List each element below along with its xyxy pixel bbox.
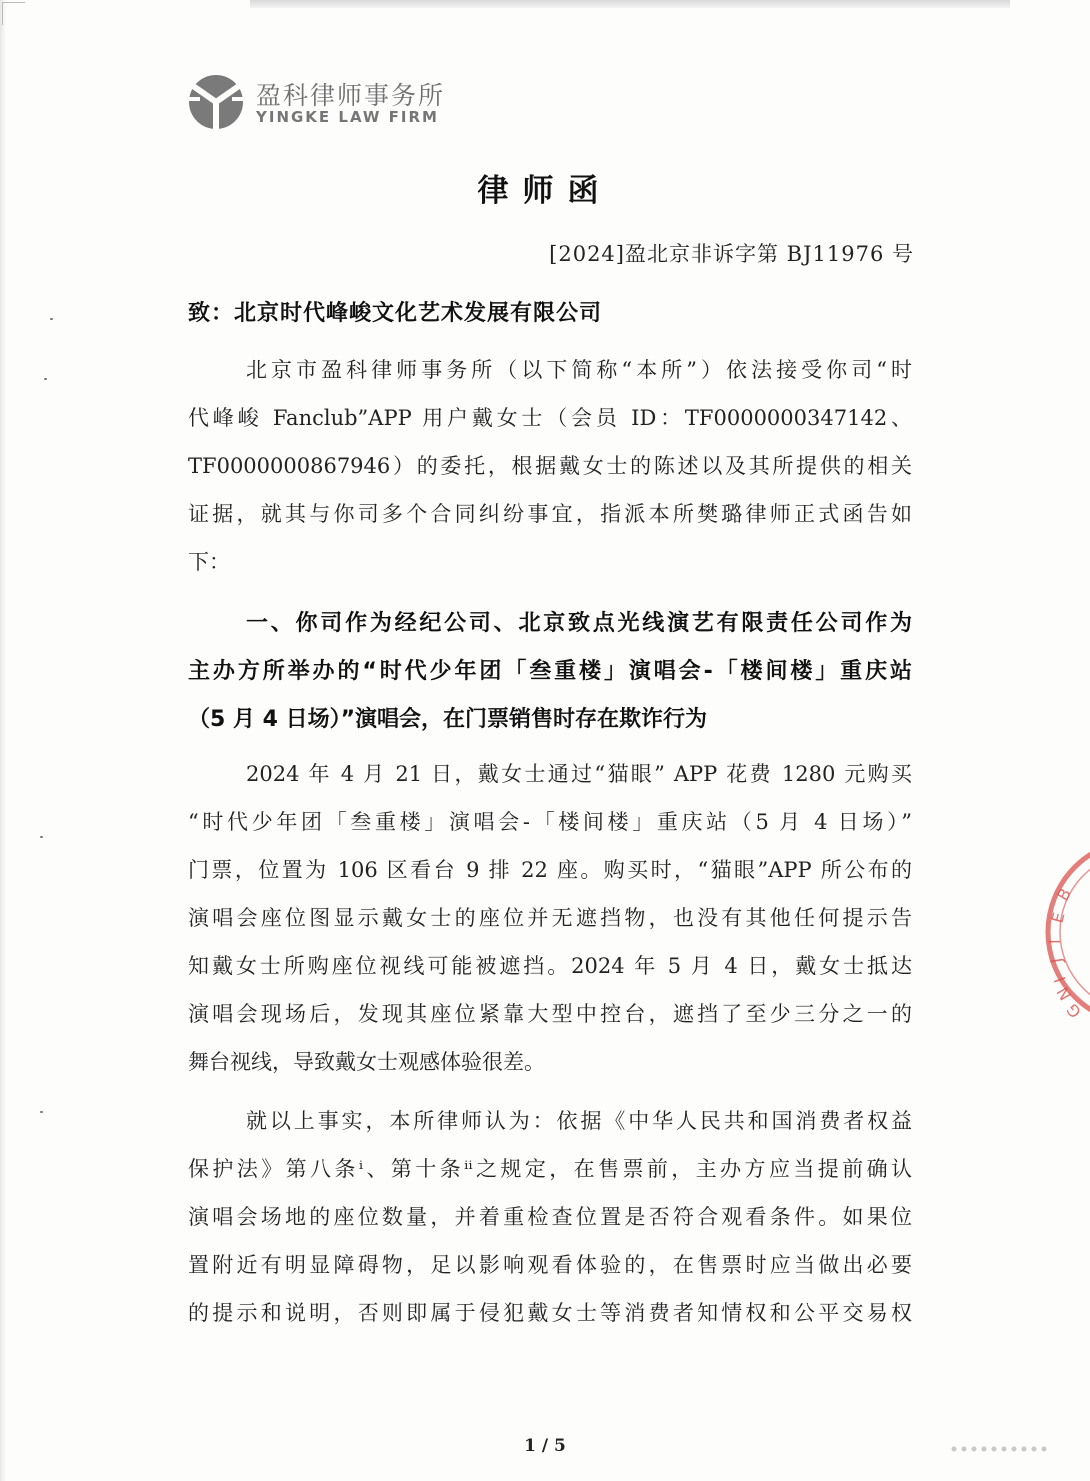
opinion-paragraph bbox=[188, 1097, 912, 1337]
text-line: 2024 年 4 月 21 日，戴女士通过“猫眼” APP 花费 1280 元购买 bbox=[246, 762, 912, 786]
firm-name-cn: 盈科律师事务所 bbox=[256, 81, 446, 110]
text-line: 北京市盈科律师事务所（以下简称“本所”）依法接受你司“时 bbox=[246, 358, 912, 382]
text-line: TF0000000867946）的委托，根据戴女士的陈述以及其所提供的相关 bbox=[188, 454, 912, 478]
svg-text:N: N bbox=[1053, 983, 1076, 1004]
facts-paragraph bbox=[188, 750, 912, 1086]
text-line: 演唱会场地的座位数量，并着重检查位置是否符合观看条件。如果位 bbox=[188, 1205, 912, 1229]
text-line: 置附近有明显障碍物，足以影响观看体验的，在售票时应当做出必要 bbox=[188, 1253, 912, 1277]
text-line: 下： bbox=[188, 550, 230, 574]
firm-name-en: YINGKE LAW FIRM bbox=[256, 108, 439, 126]
scan-speck bbox=[40, 836, 43, 838]
text-line: 就以上事实，本所律师认为：依据《中华人民共和国消费者权益 bbox=[246, 1109, 912, 1133]
svg-text:I: I bbox=[1045, 939, 1064, 944]
svg-text:B: B bbox=[1053, 884, 1075, 904]
text-line: “时代少年团「叁重楼」演唱会-「楼间楼」重庆站（5 月 4 日场）” bbox=[188, 810, 912, 834]
heading-line: 一、你司作为经纪公司、北京致点光线演艺有限责任公司作为 bbox=[246, 611, 912, 636]
svg-text:J: J bbox=[1046, 956, 1066, 965]
text-line: 代峰峻 Fanclub”APP 用户戴女士（会员 ID：TF0000000347142、 bbox=[188, 406, 912, 430]
svg-text:I: I bbox=[1050, 974, 1070, 986]
text-line: 舞台视线，导致戴女士观感体验很差。 bbox=[188, 1050, 545, 1074]
text-line: 知戴女士所购座位视线可能被遮挡。2024 年 5 月 4 日，戴女士抵达 bbox=[188, 954, 912, 978]
firm-logo bbox=[186, 72, 476, 132]
scan-speck bbox=[50, 318, 53, 320]
text-line: 的提示和说明，否则即属于侵犯戴女士等消费者知情权和公平交易权 bbox=[188, 1301, 912, 1325]
text-line: 演唱会现场后，发现其座位紧靠大型中控台，遮挡了至少三分之一的 bbox=[188, 1002, 912, 1026]
heading-line: （5 月 4 日场）”演唱会，在门票销售时存在欺诈行为 bbox=[188, 707, 708, 732]
scan-speck bbox=[44, 378, 47, 380]
svg-text:E: E bbox=[1047, 910, 1069, 926]
scan-corner-mark bbox=[2, 2, 25, 25]
text-line: 保护法》第八条ⁱ、第十条ⁱⁱ之规定，在售票前，主办方应当提前确认 bbox=[188, 1157, 912, 1181]
text-line: 演唱会座位图显示戴女士的座位并无遮挡物，也没有其他任何提示告 bbox=[188, 906, 912, 930]
document-title: 律师函 bbox=[477, 173, 613, 209]
page-number: 1 / 5 bbox=[524, 1436, 566, 1456]
reference-number: [2024]盈北京非诉字第 BJ11976 号 bbox=[549, 242, 914, 266]
more-dots-icon bbox=[948, 1442, 1058, 1456]
svg-text:G: G bbox=[1062, 999, 1086, 1022]
text-line: 证据，就其与你司多个合同纠纷事宜，指派本所樊璐律师正式函告如 bbox=[188, 502, 912, 526]
scan-top-edge bbox=[250, 0, 1010, 8]
heading-line: 主办方所举办的“时代少年团「叁重楼」演唱会-「楼间楼」重庆站 bbox=[188, 659, 912, 684]
addressee: 致：北京时代峰峻文化艺术发展有限公司 bbox=[188, 301, 603, 326]
intro-paragraph bbox=[188, 346, 912, 586]
official-seal-icon bbox=[1040, 832, 1090, 1032]
scan-left-shadow bbox=[0, 0, 6, 1481]
scan-speck bbox=[40, 1111, 43, 1113]
text-line: 门票，位置为 106 区看台 9 排 22 座。购买时，“猫眼”APP 所公布的 bbox=[188, 858, 912, 882]
yingke-logo-icon bbox=[186, 72, 246, 132]
section-heading-1 bbox=[188, 600, 912, 744]
